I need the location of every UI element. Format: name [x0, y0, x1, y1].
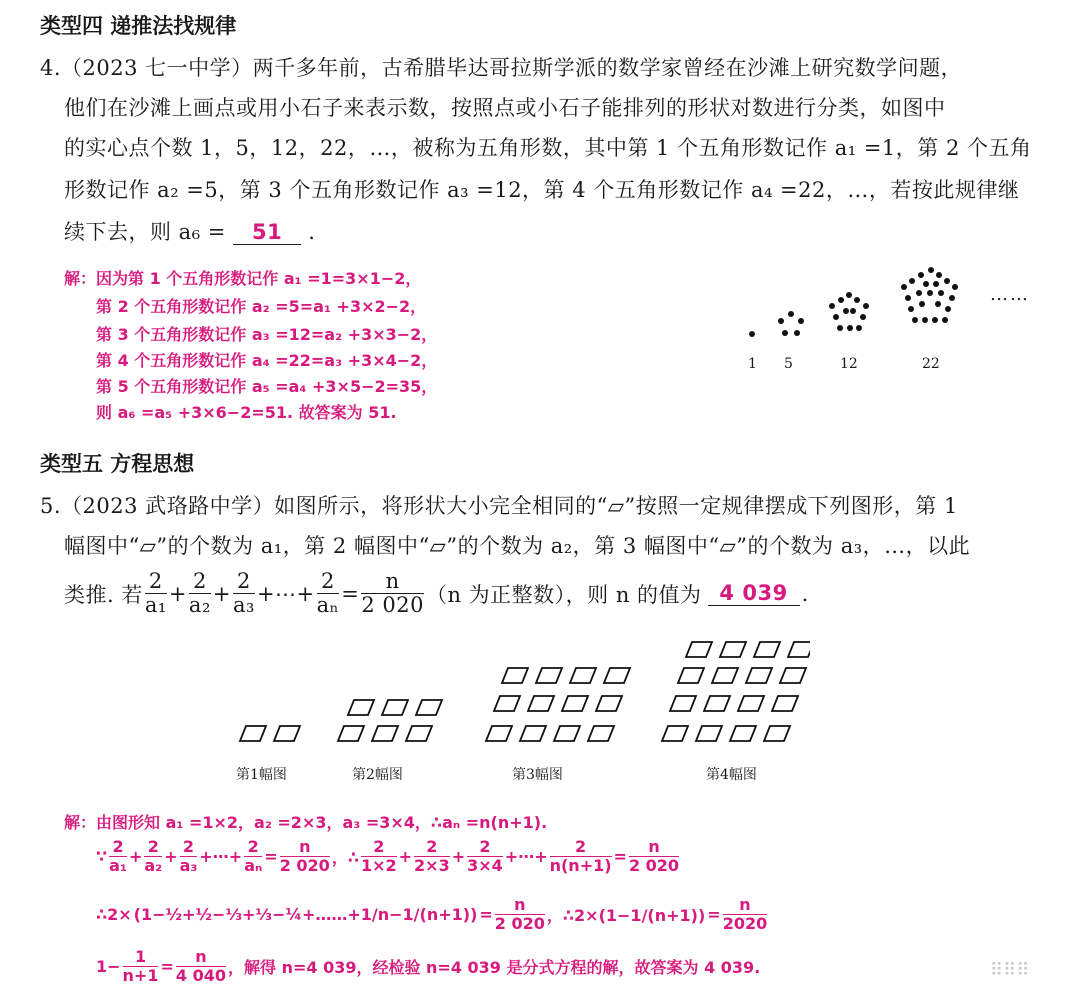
- q5-sol-frac-b3: [467, 838, 503, 874]
- q5-sol-frac-a3-num: 2: [180, 838, 198, 857]
- q5-sol-frac-b2-den: 2×3: [414, 855, 450, 875]
- q5-sol-frac-b2-num: 2: [414, 838, 450, 857]
- q5-plus-2: +: [212, 581, 231, 606]
- q5-sol-frac-a1-num: 2: [109, 838, 127, 857]
- parallelogram-figures: [230, 632, 810, 752]
- q5-sol-l4-frac-2-num: n: [176, 948, 226, 967]
- q5-sol-frac-b2: [414, 838, 450, 874]
- q5-sol-rhs-1: [280, 838, 330, 874]
- q5-sol-frac-b3-den: 3×4: [467, 855, 503, 875]
- q5-sol-dots-1: +⋯+: [199, 846, 243, 866]
- q5-fraction-3-den: a₃: [232, 593, 255, 618]
- q5-sol-l3-rhs-1-num: n: [495, 896, 545, 915]
- pentagonal-dots-figure: [740, 262, 1040, 362]
- q5-sol-l3-mid: ，∴2×(1−1/(n+1)): [546, 905, 706, 925]
- q5-sol-frac-bn-den: n(n+1): [549, 855, 612, 875]
- q5-rhs-den: 2 020: [361, 593, 424, 618]
- q5-sol-l3-rhs-1-den: 2 020: [494, 913, 545, 933]
- pentagon-22-dots: [901, 267, 958, 323]
- q5-fraction-1-den: a₁: [144, 593, 167, 618]
- q5-fraction-2-den: a₂: [188, 593, 211, 618]
- q4-solution-line-6: 则 a₆ =a₅ +3×6−2=51. 故答案为 51.: [96, 403, 397, 422]
- q5-line-3-suffix: （n 为正整数），则 n 的值为: [425, 582, 702, 607]
- q5-line-1: 5.（2023 武珞路中学）如图所示，将形状大小完全相同的“▱”按照一定规律摆成下列图形，第 1: [40, 494, 958, 518]
- figure-1-parallelograms: [240, 726, 300, 741]
- q5-line-2: 幅图中“▱”的个数为 a₁，第 2 幅图中“▱”的个数为 a₂，第 3 幅图中“▱”的个数为 a₃，…，以此: [64, 534, 971, 558]
- q5-sol-l4-frac-2-den: 4 040: [175, 965, 226, 985]
- q5-sol-l4-frac-1: [123, 948, 159, 984]
- q4-line-1: 4.（2023 七一中学）两千多年前，古希腊毕达哥拉斯学派的数学家曾经在沙滩上研究数学问题，: [40, 56, 963, 80]
- q5-sol-frac-b1-den: 1×2: [360, 855, 397, 875]
- q5-sol-l3-rhs-2: [723, 896, 768, 932]
- q5-solution-line-1: 解：由图形知 a₁ =1×2，a₂ =2×3，a₃ =3×4，∴aₙ =n(n+1).: [64, 813, 548, 832]
- q5-sol-rhs-1-den: 2 020: [279, 855, 330, 875]
- q4-line-4: 形数记作 a₂ =5，第 3 个五角形数记作 a₃ =12，第 4 个五角形数记作 a₄ =22，…，若按此规律继: [64, 178, 1020, 202]
- q5-solution-line-3: [96, 896, 767, 932]
- q5-sol-l3-rhs-2-den: 2020: [722, 913, 768, 933]
- q5-sol-frac-a3-den: a₃: [179, 855, 198, 875]
- q4-answer: 51: [233, 220, 301, 245]
- q5-sol-frac-a2-num: 2: [144, 838, 162, 857]
- q5-sol-therefore: ，∴: [331, 847, 359, 867]
- figure-label-1: 1: [748, 356, 757, 372]
- figure-4-parallelograms: [662, 642, 810, 741]
- figure-label-12: 12: [840, 356, 858, 372]
- figure-label-fig2: 第2幅图: [352, 767, 403, 783]
- q5-rhs-num: n: [361, 570, 424, 594]
- q4-line-3: 的实心点个数 1，5，12，22，…，被称为五角形数，其中第 1 个五角形数记作 a₁ =1，第 2 个五角: [64, 136, 1032, 160]
- q4-solution-line-2: 第 2 个五角形数记作 a₂ =5=a₁ +3×2−2，: [96, 297, 427, 316]
- q5-fraction-n-num: 2: [317, 570, 340, 594]
- q5-sol-frac-an-num: 2: [244, 838, 262, 857]
- section5-title: 类型五 方程思想: [40, 452, 195, 476]
- q5-sol-l4-frac-1-den: n+1: [122, 965, 159, 985]
- q5-line-3: [64, 570, 809, 617]
- q5-equals: =: [341, 581, 360, 606]
- q5-sol-l4-frac-1-num: 1: [123, 948, 159, 967]
- q5-sol-l4-prefix: 1−: [96, 956, 121, 976]
- q5-sol-eq-2: =: [613, 846, 627, 866]
- q5-sol-rhs-1-num: n: [280, 838, 330, 857]
- q5-fraction-n-den: aₙ: [316, 593, 340, 618]
- q5-sol-frac-a2-den: a₂: [144, 855, 163, 875]
- q5-sol-frac-a3: [180, 838, 198, 874]
- q5-sol-frac-a2: [144, 838, 162, 874]
- q5-solution-line-2: [96, 838, 679, 874]
- section4-title: 类型四 递推法找规律: [40, 14, 237, 38]
- q5-sol-frac-b3-num: 2: [467, 838, 503, 857]
- q5-sol-frac-b1: [361, 838, 397, 874]
- q5-solution-line-4: [96, 948, 760, 984]
- q5-fraction-2-num: 2: [189, 570, 211, 594]
- q5-sol-plus-3: +: [398, 846, 413, 866]
- q5-answer: 4 039: [708, 581, 800, 606]
- figure-label-fig4: 第4幅图: [706, 767, 757, 783]
- q5-fraction-3: [233, 570, 255, 617]
- figure-label-5: 5: [784, 356, 793, 372]
- q5-sol-frac-bn: [550, 838, 612, 874]
- figure-3-parallelograms: [486, 668, 630, 741]
- figure-label-22: 22: [922, 356, 940, 372]
- q5-sol-because: ∵: [96, 846, 108, 866]
- q4-solution-line-4: 第 4 个五角形数记作 a₄ =22=a₃ +3×4−2，: [96, 351, 438, 370]
- q4-line-5-text: 续下去，则 a₆ =: [64, 220, 226, 244]
- q4-line-5: [64, 216, 315, 246]
- q5-sol-l4-eq: =: [160, 956, 174, 976]
- q5-sol-l3-rhs-2-num: n: [723, 896, 768, 915]
- q5-sol-l3-eq-2: =: [707, 904, 721, 924]
- q5-sol-rhs-2: [629, 838, 679, 874]
- q5-fraction-1-num: 2: [145, 570, 167, 594]
- q5-fraction-2: [189, 570, 211, 617]
- q5-sol-l3-eq-1: =: [479, 904, 493, 924]
- q5-dots: +⋯+: [256, 581, 315, 606]
- q4-solution-line-5: 第 5 个五角形数记作 a₅ =a₄ +3×5−2=35，: [96, 377, 438, 396]
- q5-sol-frac-bn-num: 2: [550, 838, 612, 857]
- figure-label-fig1: 第1幅图: [236, 767, 287, 783]
- pentagon-12-dots: [829, 292, 869, 331]
- q4-line-2: 他们在沙滩上画点或用小石子来表示数，按照点或小石子能排列的形状对数进行分类，如图中: [64, 96, 946, 120]
- watermark: ⠿⠿⠿: [990, 960, 1030, 981]
- q5-sol-plus-4: +: [451, 846, 466, 866]
- q5-sol-l3-prefix: ∴2×: [96, 904, 132, 924]
- q4-end-mark: .: [308, 220, 316, 244]
- q5-line-3-prefix: 类推. 若: [64, 582, 143, 607]
- q5-sol-frac-a1-den: a₁: [109, 855, 127, 875]
- q5-sol-l3-text: (1−½+½−⅓+⅓−¼+……+1/n−1/(n+1)): [133, 904, 478, 924]
- pentagon-5-dots: [778, 311, 804, 336]
- figure-2-parallelograms: [338, 700, 442, 741]
- q5-sol-frac-a1: [109, 838, 127, 874]
- figure-ellipsis: ……: [990, 284, 1030, 305]
- q5-sol-frac-an-den: aₙ: [244, 855, 263, 875]
- q5-sol-plus-2: +: [164, 846, 178, 866]
- q5-sol-l4-suffix: ，解得 n=4 039，经检验 n=4 039 是分式方程的解，故答案为 4 039.: [228, 957, 761, 977]
- q5-rhs-fraction: [361, 570, 424, 617]
- q5-sol-frac-an: [244, 838, 262, 874]
- q5-fraction-n: [317, 570, 340, 617]
- q4-solution-line-3: 第 3 个五角形数记作 a₃ =12=a₂ +3×3−2，: [96, 325, 438, 344]
- q5-sol-rhs-2-den: 2 020: [628, 855, 680, 875]
- q5-fraction-1: [145, 570, 167, 617]
- q4-solution-line-1: 解：因为第 1 个五角形数记作 a₁ =1=3×1−2，: [64, 269, 422, 288]
- q5-plus-1: +: [168, 581, 187, 606]
- q5-sol-dots-2: +⋯+: [504, 846, 548, 866]
- q5-fraction-3-num: 2: [233, 570, 255, 594]
- q5-sol-plus-1: +: [128, 846, 143, 866]
- q5-sol-rhs-2-num: n: [629, 838, 679, 857]
- q5-sol-l4-frac-2: [176, 948, 226, 984]
- q5-sol-l3-rhs-1: [495, 896, 545, 932]
- figure-label-fig3: 第3幅图: [512, 767, 563, 783]
- q5-sol-frac-b1-num: 2: [361, 838, 397, 857]
- q5-sol-eq-1: =: [264, 846, 278, 866]
- q5-end-mark: .: [801, 581, 809, 606]
